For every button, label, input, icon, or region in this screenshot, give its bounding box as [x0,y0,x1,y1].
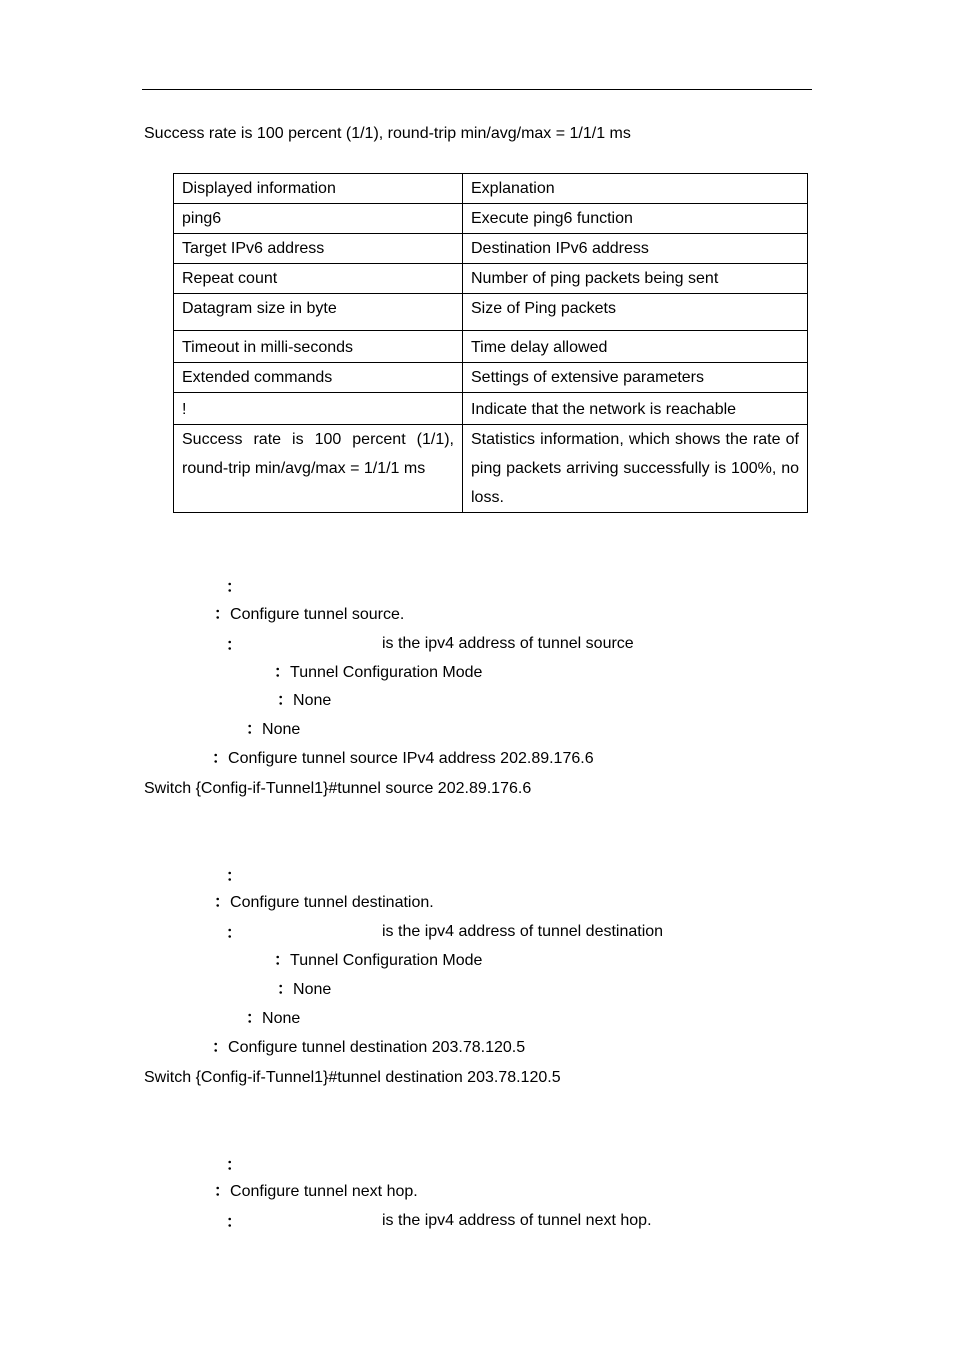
parameter-colon: ： [226,1214,243,1231]
info-table [173,173,808,513]
default-text: None [293,981,332,998]
table-cell: Extended commands [174,363,463,393]
table-cell: Settings of extensive parameters [463,363,808,393]
table-cell: Success rate is 100 percent (1/1), round-trip min/avg/max = 1/1/1 ms [174,425,463,513]
command-colon: ： [226,579,243,596]
table-header-cell: Displayed information [174,174,463,204]
colon-mark: ： [246,721,263,738]
table-cell: Indicate that the network is reachable [463,393,808,425]
table-header-cell: Explanation [463,174,808,204]
table-cell: Size of Ping packets [463,294,808,331]
table-cell: Destination IPv6 address [463,234,808,264]
colon-mark: ： [277,981,294,998]
example-text: Configure tunnel destination 203.78.120.5 [228,1039,526,1056]
intro-line: Success rate is 100 percent (1/1), round-trip min/avg/max = 1/1/1 ms [144,125,631,142]
usage-line [246,720,300,740]
example-line [212,749,594,769]
colon-mark: ： [277,692,294,709]
mode-line [274,951,482,971]
table-cell: ping6 [174,204,463,234]
table-row [174,204,808,234]
default-line [277,691,331,711]
command-colon: ： [226,1157,243,1174]
usage-text: None [262,721,301,738]
mode-text: Tunnel Configuration Mode [290,952,483,969]
usage-text: None [262,1010,301,1027]
example-text: Configure tunnel source IPv4 address 202.89.176.6 [228,750,594,767]
table-cell: Time delay allowed [463,331,808,363]
parameter-text: is the ipv4 address of tunnel next hop. [382,1212,652,1229]
colon-mark: ： [214,894,231,911]
colon-mark: ： [274,952,291,969]
function-line [214,605,404,625]
colon-mark: ： [214,606,231,623]
function-line [214,893,434,913]
function-line [214,1182,418,1202]
colon-mark: ： [214,1183,231,1200]
table-cell: ! [174,393,463,425]
table-cell: Statistics information, which shows the rate of ping packets arriving successfully is 100%, no loss. [463,425,808,513]
mode-text: Tunnel Configuration Mode [290,664,483,681]
mode-line [274,663,482,683]
parameter-text: is the ipv4 address of tunnel destination [382,923,664,940]
table-cell: Datagram size in byte [174,294,463,331]
table-header-row [174,174,808,204]
table-row [174,294,808,331]
example-line [212,1038,525,1058]
colon-mark: ： [246,1010,263,1027]
table-cell: Execute ping6 function [463,204,808,234]
colon-mark: ： [274,664,291,681]
parameter-colon: ： [226,925,243,942]
table-cell: Repeat count [174,264,463,294]
table-cell: Target IPv6 address [174,234,463,264]
colon-mark: ： [212,1039,229,1056]
function-text: Configure tunnel destination. [230,894,434,911]
colon-mark: ： [212,750,229,767]
parameter-colon: ： [226,637,243,654]
parameter-text: is the ipv4 address of tunnel source [382,635,634,652]
table-row [174,264,808,294]
table-row [174,425,808,513]
command-example: Switch {Config-if-Tunnel1}#tunnel source 202.89.176.6 [144,780,532,797]
function-text: Configure tunnel source. [230,606,405,623]
command-colon: ： [226,868,243,885]
table-cell: Timeout in milli-seconds [174,331,463,363]
usage-line [246,1009,300,1029]
command-example: Switch {Config-if-Tunnel1}#tunnel destination 203.78.120.5 [144,1069,561,1086]
table-row [174,331,808,363]
table-row [174,393,808,425]
default-text: None [293,692,332,709]
header-rule [142,89,812,90]
default-line [277,980,331,1000]
table-cell: Number of ping packets being sent [463,264,808,294]
table-row [174,363,808,393]
function-text: Configure tunnel next hop. [230,1183,418,1200]
table-row [174,234,808,264]
